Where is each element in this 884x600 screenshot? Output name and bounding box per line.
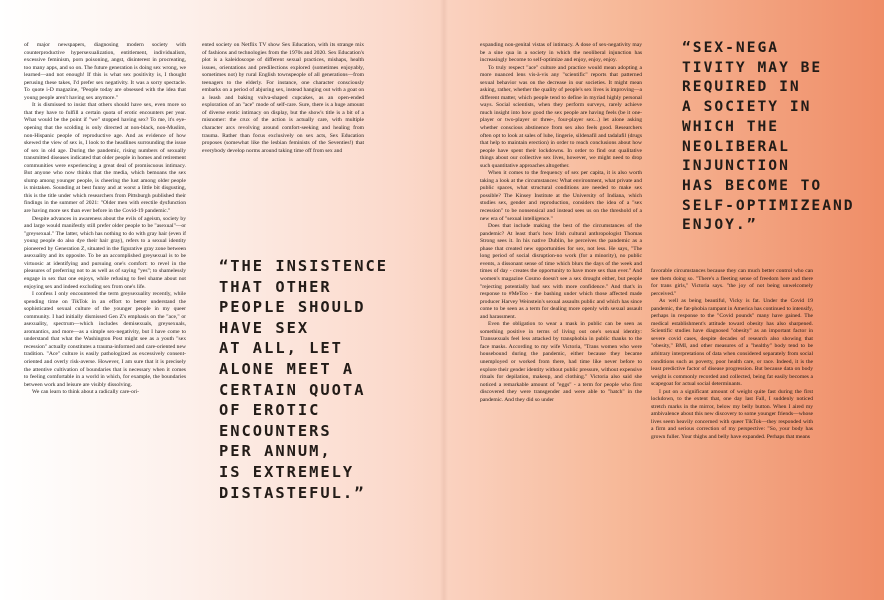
- paragraph: expanding non-genital vistas of intimacy. A dose of sex-negativity may be a sine qua in a society in which the neoliberal injunction has increasingly become to self-optimize and enjoy, enjoy, enjoy.: [480, 42, 642, 64]
- paragraph: I confess I only encountered the term greysexuality recently, while spending time on TikTok in an effort to better understand the sophisticated sexual culture of the younger people in my queer community. I had initially dismissed Gen Z's emphasis on the "ace," or asexuality, spectrum—which includes demisexuals, greysexuals, aromantics, and more—as a simple sex-negativity, but I have come to understand that what the Washington Post might see as a youth "sex recession" actually constitutes a trauma-informed and care-oriented new tradition. "Ace" culture is easily pathologized as excessively consent-oriented and overly risk-averse. However, I am sure that it is precisely the attentive cultivation of boundaries that is necessary when it comes to feeling comfortable in a world in which, for example, the boundaries between work and leisure are visibly dissolving.: [24, 291, 186, 388]
- paragraph: Even the obligation to wear a mask in public can be seen as something positive in terms of living out one's sexual identity: Transsexuals feel less attacked by transphobia in public thanks to the face masks. According to my wife Victoria, "Trans women who were housebound during the pandemic, either because they became unemployed or worked from there, had time like never before to explore their gender identity without public pressure, without expensive rituals for depilation, makeup, and clothing." Victoria also said she noticed a remarkable amount of "eggs" - a term for people who first discovered they were transgender and were able to "hatch" in the pandemic. And they did so under: [480, 321, 642, 403]
- page-gutter: [440, 0, 448, 600]
- paragraph: It is dismissed to insist that others should have sex, even more so that they have to fulfill a certain quota of erotic encounters per year. What would be the point if "we" stopped having sex? To me, it's eye-opening that the scolding is only directed at non-black, non-Muslim, non-Hispanic people of reproductive age. And as evidence of how skewed the view of sex is, I look to the headlines surrounding the issue of sex in old age. During the pandemic, rising numbers of sexually transmitted diseases indicated that older people in homes and retirement communities were experiencing a great deal of promiscuous intimacy. But anyone who now thinks that the media, which bemoans the sex slump among younger people, is cheering the lust among older people is mistaken. Sounding at best funny and at worst a little bit disgusting, this is the title under which researchers from Pittsburgh published their findings in the summer of 2021: "Older men with erectile dysfunction are having more sex than ever before in the Covid-19 pandemic.": [24, 102, 186, 215]
- pull-quote-left: “THE INSISTENCE THAT OTHER PEOPLE SHOULD HAVE SEX AT ALL, LET ALONE MEET A CERTAIN QUOTA OF EROTIC ENCOUNTERS PER ANNUM, IS EXTREMELY DISTASTEFUL.”: [219, 257, 388, 502]
- left-page-column-1: [24, 42, 186, 562]
- paragraph: favorable circumstances because they can much better control who can see them doing so. "There's a fleeting sense of freedom here and there for trans girls," Victoria says. "the joy of not being unwelcomely perceived.": [651, 268, 813, 297]
- paragraph: We can learn to think about a radically care-ori-: [32, 389, 140, 396]
- paragraph: ented society on Netflix TV show Sex Education, with its strange mix of fashions and technologies from the 1970s and 2020. Sex Education's plot is a kaleidoscope of different sexual practices, mishaps, health issues, orientations and predilections explored (sometimes enjoyably, sometimes not) by rural English townspeople of all generations—from teenagers to the elderly. For instance, one character consciously embarks on a period of abjuring sex, instead hanging out with a goat on a leash and baking vulva-shaped cupcakes, as an open-ended exploration of an "ace" mode of self-care. Sure, there is a huge amount of diverse erotic intimacy on display, but the show's title is a bit of a misnomer: the crux of the action is actually care, with multiple character arcs revolving around comfort-seeking and healing from trauma. Rather than focus exclusively on sex acts, Sex Education proposes (somewhat like the lesbian feminists of the Seventies!) that everybody develop norms around taking time off from sex and: [202, 42, 364, 154]
- paragraph: Does that include making the best of the circumstances of the pandemic? At least that's how Irish cultural anthropologist Thomas Strong sees it. In his native Dublin, he perceives the pandemic as a phase that created new opportunities for sex, not less. He says, "The long period of social disruption-no work (for a minority), no public events, a dissonant sense of time which blurs the days of the week and times of day - creates the opportunity to have more sex than ever." And women's magazine Cosmo doesn't see a sex drought either, but people "rejecting potentially bad sex with more confidence." And that's in response to #MeToo - the bashing under which those affected made producer Harvey Weinstein's sexual assaults public and which has since come to be seen as a term for dealing more openly with sexual assault and harassment.: [480, 223, 642, 320]
- left-page-column-2: [202, 42, 364, 219]
- right-page-column-2: [651, 268, 813, 562]
- paragraph: When it comes to the frequency of sex per capita, it is also worth taking a look at the circumstances: What environment, what private and public spaces, what structural conditions are needed to make sex possible? The Kinsey Institute at the University of Indiana, which studies sex, gender and reproduction, considers the idea of a "sex recession" to be nonsensical and instead sees us on the threshold of a new era of "sexual intelligence.": [480, 170, 642, 222]
- paragraph: Despite advances in awareness about the evils of ageism, society by and large would manifestly still prefer older people to be "asexual"—or "greysexual." The latter, which has nothing to do with gray hair (even if young people do also dye their hair gray), refers to a sexual identity pioneered by Generation Z, situated in the figurative gray zone between asexuality and its opposite. To be an accomplished greysexual is to be virtuosic at identifying and pursuing one's comfort: to revel in the pleasures of preferring not to as well as of saying "yes"; to shamelessly engage in sex that one enjoys, while refusing to feel shame about not enjoying sex and indeed excluding sex from one's life.: [24, 215, 186, 290]
- paragraph: I put on a significant amount of weight quite fast during the first lockdown, to the extent that, one day last Fall, I suddenly noticed stretch marks in the mirror, below my belly button. When I aired my ambivalence about this new discovery to some younger friends—whose lives seem heavily concerned with queer TikTok—they responded with a firm and serious correction of my perspective: "So, your body has grown fuller. Your thighs and belly have expanded. Perhaps that means: [651, 388, 813, 441]
- right-page-column-1: [480, 42, 642, 562]
- pull-quote-right: “SEX-NEGA TIVITY MAY BE REQUIRED IN A SOCIETY IN WHICH THE NEOLIBERAL INJUNCTION HAS BECOME TO SELF-OPTIMIZEAND ENJOY.”: [682, 39, 855, 234]
- paragraph: As well as being beautiful, Vicky is fat. Under the Covid 19 pandemic, the fat-phobia rampant in America has continued to intensify, perhaps in response to the "Covid pounds" many have gained. The medical establishment's attitude toward obesity has also sharpened. Scientific studies have diagnosed "obesity" as an important factor in severe covid cases, despite decades of research also showing that "obesity," BMI, and other measures of a "healthy" body tend to be arbitrary interpretations of data when considered separately from social conditions such as poverty, poor health care, or race. Indeed, it is the least predictive factor of disease progression. But because data on body weight is commonly recorded and collected, being fat easily becomes a scapegoat for actual social determinants.: [651, 298, 813, 388]
- paragraph: To truly respect "ace" culture and practice would mean adopting a more nuanced lens vis-à-vis any "scientific" reports that patterned sexual behavior was on the decrease in our societies. It might mean asking, rather, whether the quality of people's sex lives is improving—a different matter, which people tend to define in myriad highly personal ways. Social scientists, when they perform surveys, rarely achieve much insight into how good the sex people are having feels (be it one-player or two-player or three-, four-player sex...) let alone asking whether conscious abstinence from sex also feels good. Researchers often opt to look at sales of lube, lingerie, sildenafil and tadalafil (drugs that help to maintain erection) in order to reach conclusions about how people have spent their lockdowns. In order to find out qualitative things about our collective sex lives, however, we might need to drop such quantitative approaches altogether.: [480, 64, 642, 169]
- paragraph: of major newspapers, diagnosing modern society with counterproductive hypersexualization, entitlement, individualism, excessive feminism, porn poisoning, angst, disinterest in procreating, too many apps, and so on. The future generation is doing sex wrong, we learned—and not enough! If this is what sex positivity is, I thought perusing these takes, I'd prefer sex negativity. It was a sorry spectacle. To quote i-D magazine, "People today are obsessed with the idea that young people aren't having sex anymore.": [24, 42, 186, 101]
